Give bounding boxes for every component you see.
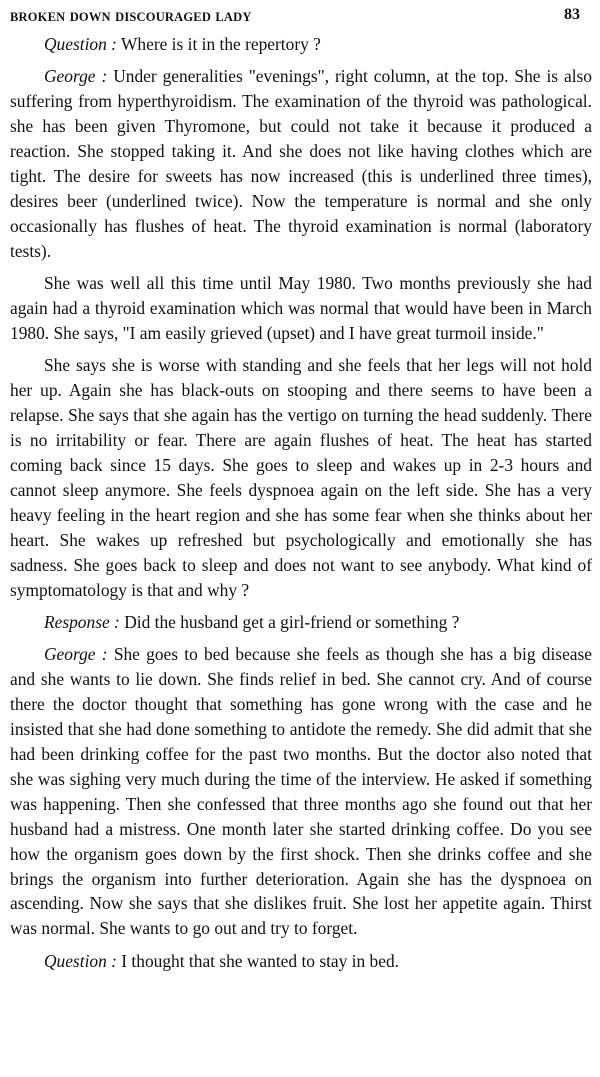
speaker-label: Question : xyxy=(44,950,117,971)
paragraph-narrative-2 xyxy=(10,353,592,602)
paragraph-text: Where is it in the repertory ? xyxy=(120,34,321,54)
speaker-label: George : xyxy=(44,66,108,87)
speaker-label: George : xyxy=(44,644,108,665)
running-head xyxy=(10,6,592,32)
paragraph-question-2 xyxy=(10,949,592,974)
paragraph-text: Did the husband get a girl-friend or something ? xyxy=(124,611,460,632)
paragraph-text: Under generalities "evenings", right column, at the top. She is also suffering from hyperthyroidism. The examination of the thyroid was pathological. she has been given Thyromone, but could not take it because it produced a reaction. She stopped taking it. And she does not like having clothes which are tight. The desire for sweets has now increased (this is underlined three times), desires beer (underlined twice). Now the temperature is normal and she only occasionally has flushes of heat. The thyroid examination is normal (laboratory tests). xyxy=(10,66,593,261)
paragraph-narrative-1 xyxy=(10,271,592,346)
paragraph-response-1 xyxy=(10,610,592,635)
paragraph-george-2 xyxy=(10,642,592,941)
paragraph-text: I thought that she wanted to stay in bed. xyxy=(121,950,400,971)
page-number: 83 xyxy=(564,6,580,23)
paragraph-text: She was well all this time until May 1980. Two months previously she had again had a thyroid examination which was normal that would have been in March 1980. She says, "I am easily grieved (upset) and I have great turmoil inside." xyxy=(10,273,592,343)
paragraph-text: She goes to bed because she feels as though she has a big disease and she wants to lie down. She finds relief in bed. She cannot cry. And of course there the doctor thought that something has gone wrong with the case and he insisted that she had done something to antidote the remedy. She did admit that she had been drinking coffee for the past two months. But the doctor also noted that she was sighing very much during the time of the interview. He asked if something was happening. Then she confessed that three months ago she found out that her husband had a mistress. One month later she started drinking coffee. Do you see how the organism goes down by the first shock. Then she drinks coffee and she brings the organism into further deterioration. Again she has the dyspnoea on ascending. Now she says that she dislikes fruit. She lost her appetite again. Thirst was normal. She wants to go out and try to forget. xyxy=(10,644,592,939)
paragraph-question-1 xyxy=(10,32,592,57)
speaker-label: Response : xyxy=(44,611,120,632)
paragraph-text: She says she is worse with standing and she feels that her legs will not hold her up. Again she has black-outs on stooping and there seems to have been a relapse. She says that she again has the vertigo on turning the head suddenly. There is no irritability or fear. There are again flushes of heat. The heat has started coming back since 15 days. She goes to sleep and wakes up in 2-3 hours and cannot sleep anymore. She feels dyspnoea again on the left side. She has a very heavy feeling in the heart region and she has some fear when she thinks about her heart. She wakes up refreshed but psychologically and emotionally she has sadness. She goes back to sleep and does not want to see anybody. What kind of symptomatology is that and why ? xyxy=(10,355,592,600)
paragraph-george-1 xyxy=(10,64,592,263)
body-text xyxy=(10,32,592,974)
running-title: BROKEN DOWN DISCOURAGED LADY xyxy=(10,10,252,24)
speaker-label: Question : xyxy=(44,34,117,54)
